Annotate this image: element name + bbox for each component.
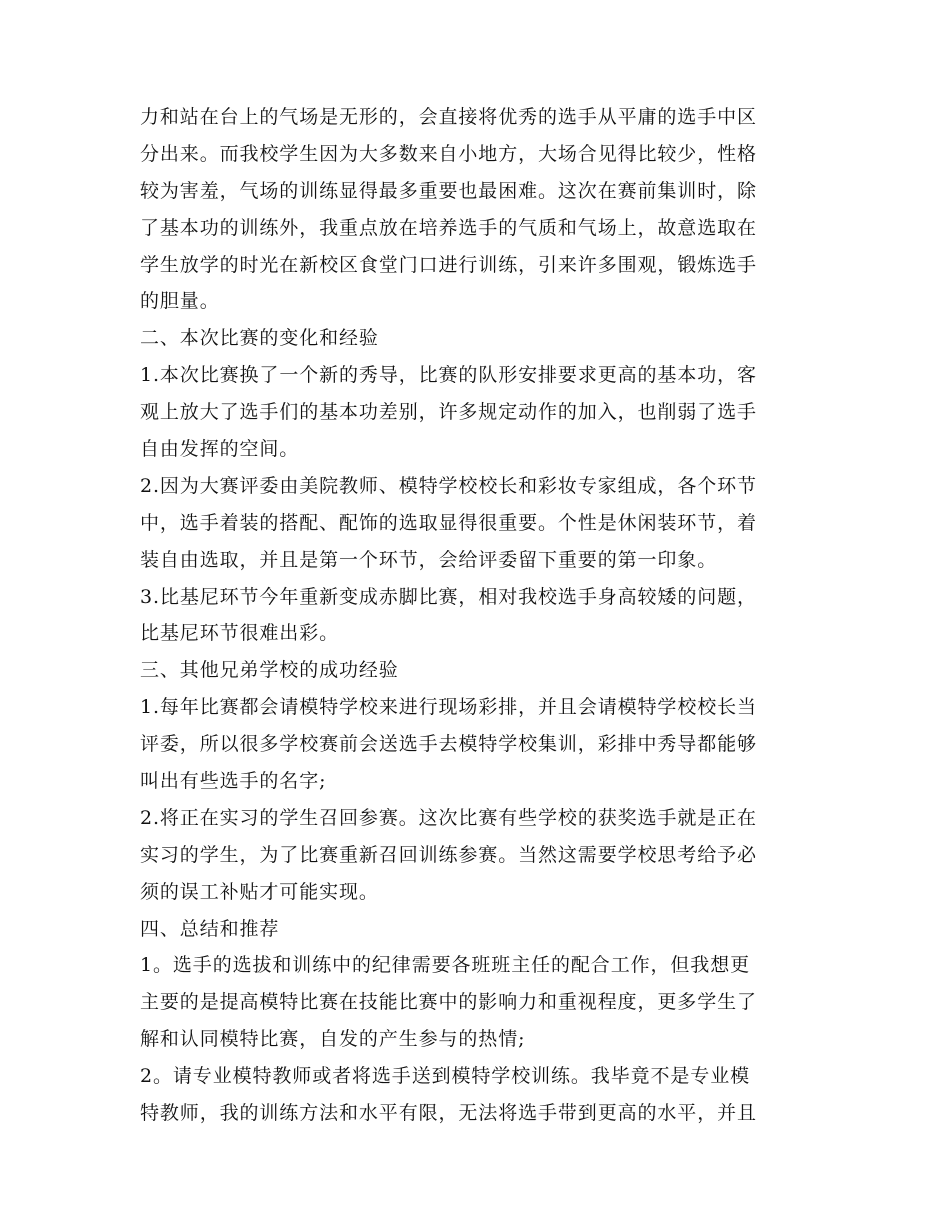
text-line: 自由发挥的空间。 [140, 438, 300, 461]
text-line: 1.每年比赛都会请模特学校来进行现场彩排，并且会请模特学校校长当 [140, 696, 757, 719]
text-line: 须的误工补贴才可能实现。 [140, 880, 379, 903]
document-body [140, 99, 820, 1132]
section-heading: 三、其他兄弟学校的成功经验 [140, 659, 399, 682]
text-line: 评委，所以很多学校赛前会送选手去模特学校集训，彩排中秀导都能够 [140, 733, 757, 756]
text-line: 了基本功的训练外，我重点放在培养选手的气质和气场上，故意选取在 [140, 216, 757, 239]
text-line: 3.比基尼环节今年重新变成赤脚比赛，相对我校选手身高较矮的问题， [140, 585, 757, 608]
text-line: 2.因为大赛评委由美院教师、模特学校校长和彩妆专家组成，各个环节 [140, 474, 757, 497]
text-line: 解和认同模特比赛，自发的产生参与的热情; [140, 1028, 526, 1051]
text-line: 叫出有些选手的名字; [140, 770, 327, 793]
text-line: 2.将正在实习的学生召回参赛。这次比赛有些学校的获奖选手就是正在 [140, 806, 757, 829]
text-line: 分出来。而我校学生因为大多数来自小地方，大场合见得比较少，性格 [140, 142, 757, 165]
section-heading: 四、总结和推荐 [140, 917, 280, 940]
text-line: 装自由选取，并且是第一个环节，会给评委留下重要的第一印象。 [140, 548, 718, 571]
text-line: 中，选手着装的搭配、配饰的选取显得很重要。个性是休闲装环节，着 [140, 511, 757, 534]
text-line: 比基尼环节很难出彩。 [140, 622, 340, 645]
text-line: 观上放大了选手们的基本功差别，许多规定动作的加入，也削弱了选手 [140, 401, 757, 424]
text-line: 较为害羞，气场的训练显得最多重要也最困难。这次在赛前集训时，除 [140, 179, 757, 202]
text-line: 1.本次比赛换了一个新的秀导，比赛的队形安排要求更高的基本功，客 [140, 364, 757, 387]
text-line: 实习的学生，为了比赛重新召回训练参赛。当然这需要学校思考给予必 [140, 843, 757, 866]
text-line: 的胆量。 [140, 290, 220, 313]
text-line: 特教师，我的训练方法和水平有限，无法将选手带到更高的水平，并且 [140, 1102, 757, 1125]
text-line: 2。请专业模特教师或者将选手送到模特学校训练。我毕竟不是专业模 [140, 1065, 750, 1088]
section-heading: 二、本次比赛的变化和经验 [140, 327, 379, 350]
text-line: 学生放学的时光在新校区食堂门口进行训练，引来许多围观，锻炼选手 [140, 253, 757, 276]
text-line: 力和站在台上的气场是无形的，会直接将优秀的选手从平庸的选手中区 [140, 106, 757, 128]
text-line: 1。选手的选拔和训练中的纪律需要各班班主任的配合工作，但我想更 [140, 954, 750, 977]
text-line: 主要的是提高模特比赛在技能比赛中的影响力和重视程度，更多学生了 [140, 991, 757, 1014]
